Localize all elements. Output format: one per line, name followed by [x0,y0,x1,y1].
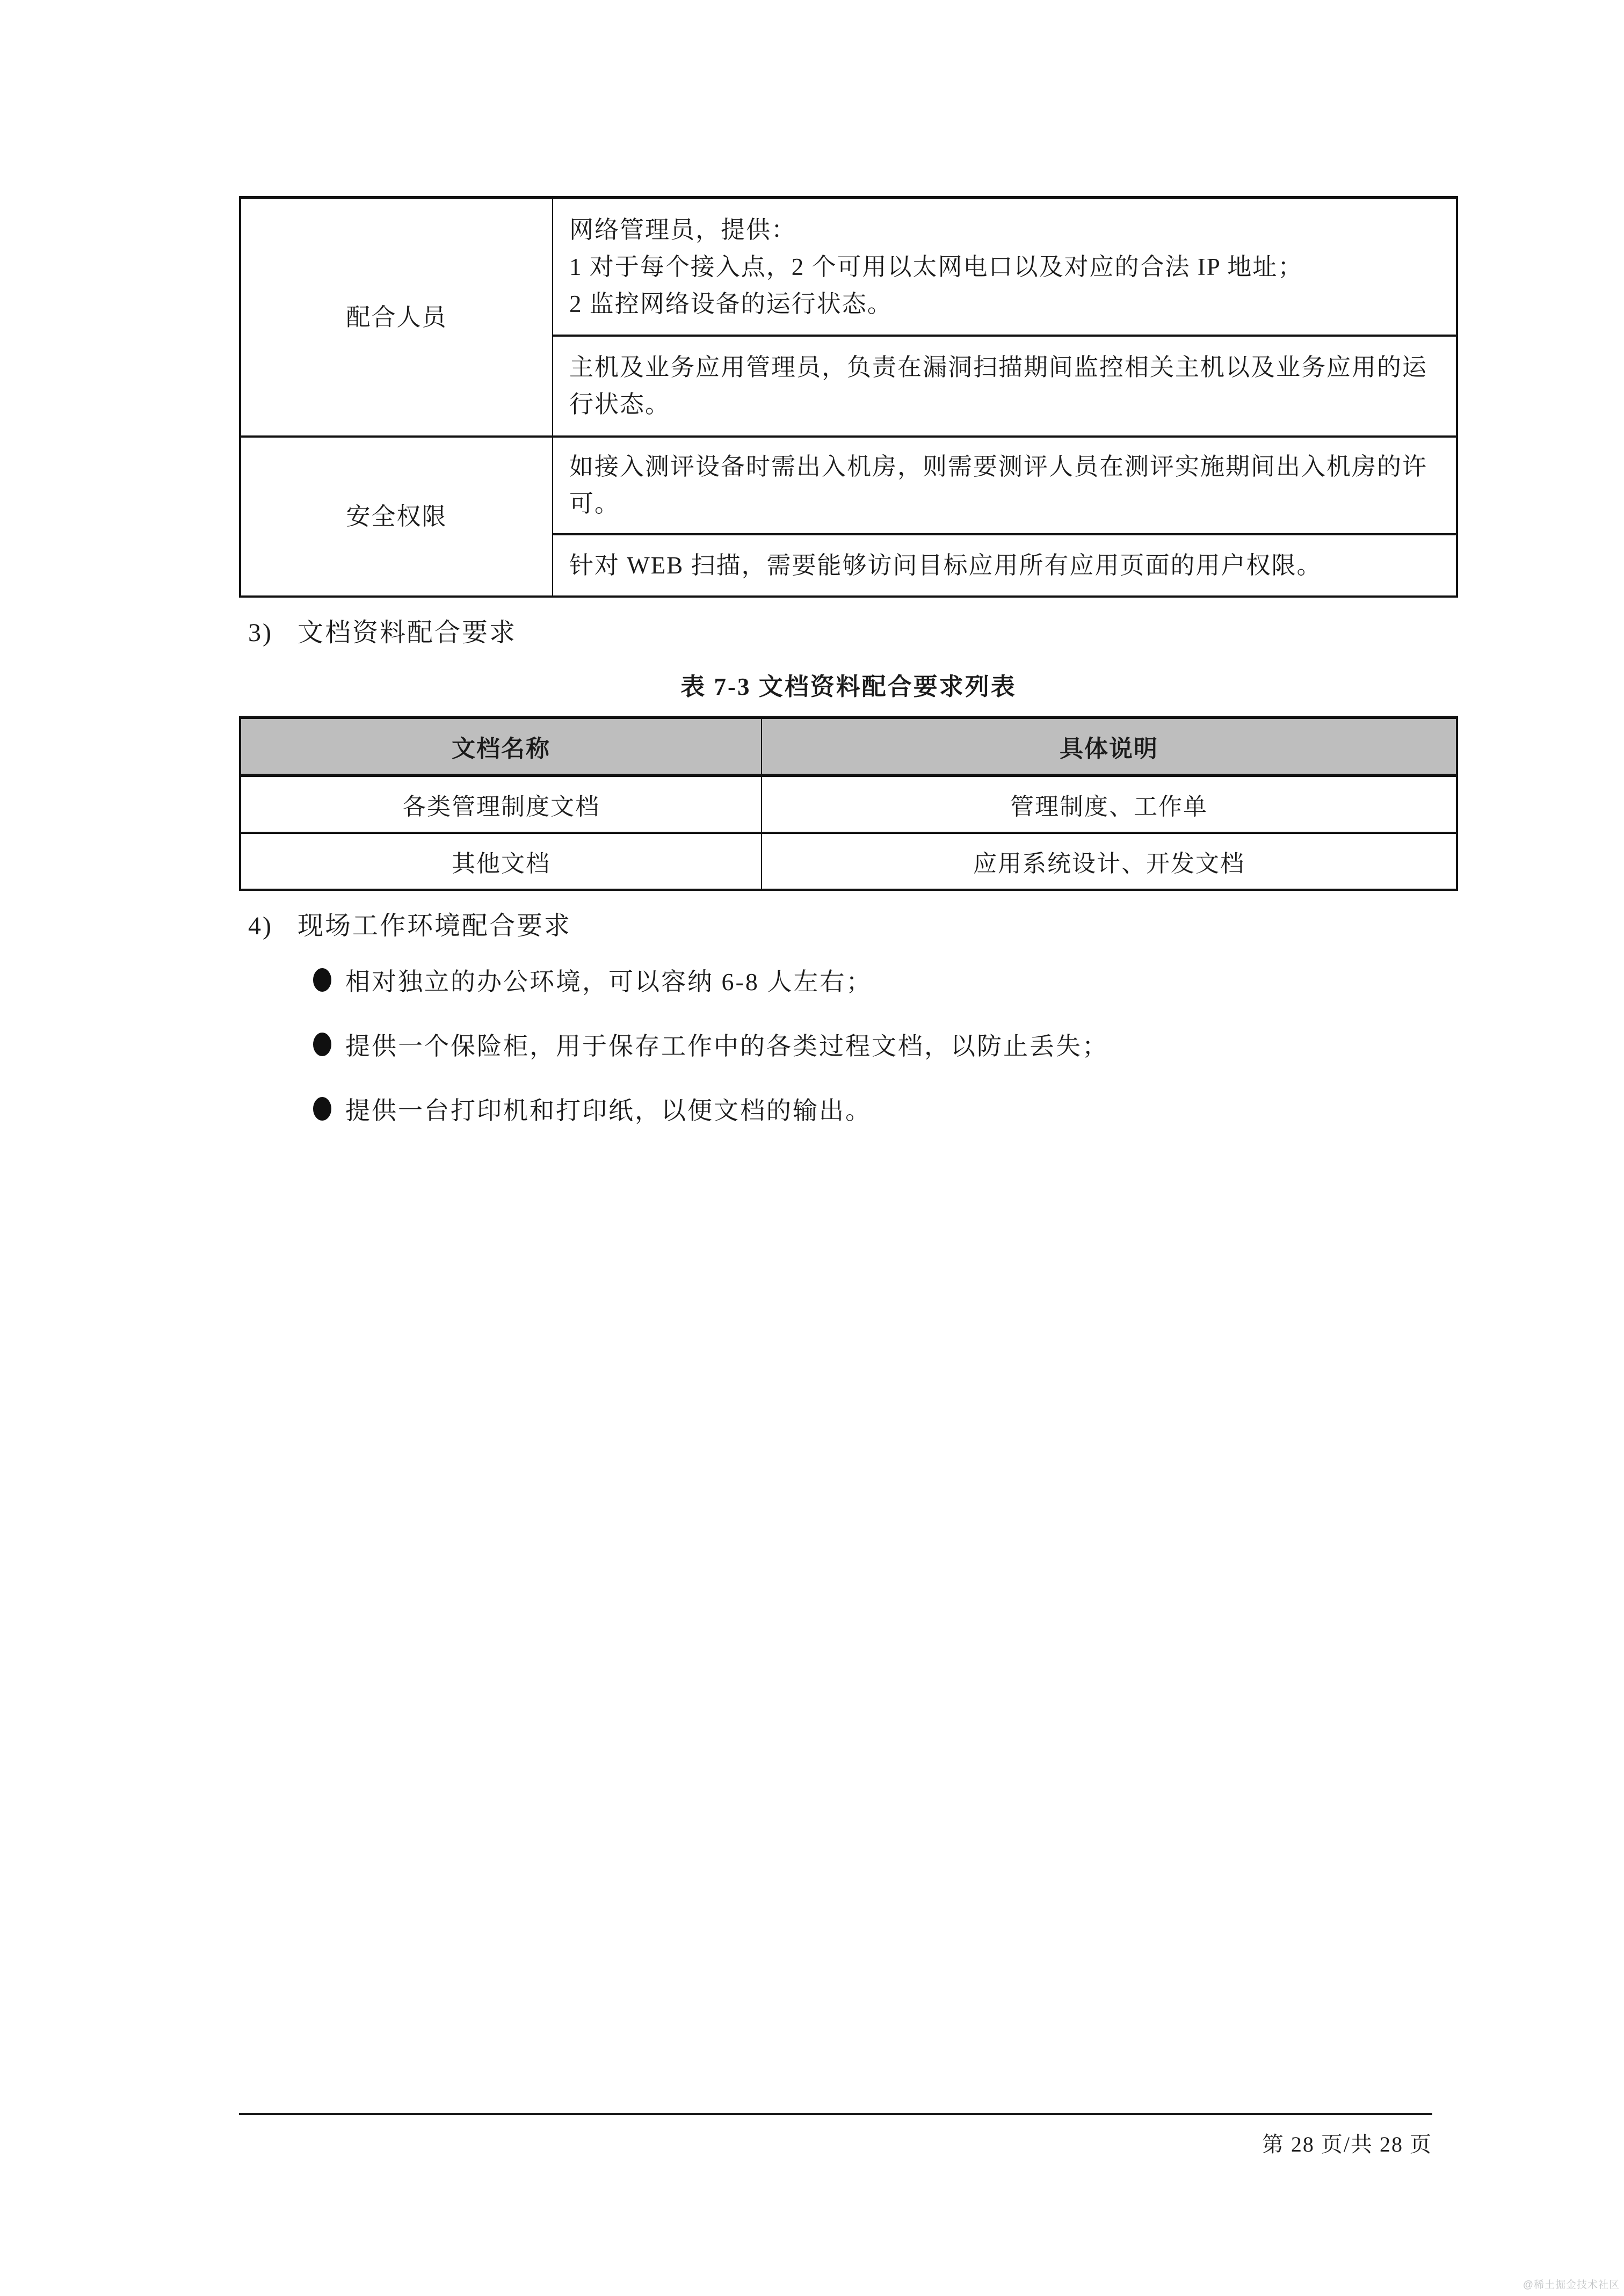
cell-line: 针对 WEB 扫描，需要能够访问目标应用所有应用页面的用户权限。 [569,551,1322,579]
list-item-text: 提供一个保险柜，用于保存工作中的各类过程文档，以防止丢失； [345,1033,1108,1060]
section-4-heading [239,905,1458,942]
category-cell: 安全权限 [240,437,553,597]
list-item [313,961,1458,999]
document-list-table [239,716,1458,891]
table-header-row [240,717,1457,775]
personnel-permissions-table [239,196,1458,598]
doc-name-cell: 其他文档 [240,833,762,890]
cell-line: 如接入测评设备时需出入机房，则需要测评人员在测评实施期间出入机房的许可。 [569,453,1428,517]
cell-line: 主机及业务应用管理员，负责在漏洞扫描期间监控相关主机以及业务应用的运行状态。 [569,354,1428,418]
list-item [313,1026,1458,1063]
list-item-text: 相对独立的办公环境，可以容纳 6-8 人左右； [345,968,873,996]
environment-requirements-list [239,961,1458,1128]
section-number: 4) [248,912,273,940]
list-item [313,1090,1458,1128]
watermark: @稀土掘金技术社区 [1523,2279,1620,2291]
cell-line: 1 对于每个接入点，2 个可用以太网电口以及对应的合法 IP 地址； [569,253,1303,280]
section-3-heading [239,612,1458,649]
bullet-icon [313,968,331,992]
bullet-icon [313,1033,331,1056]
section-title: 文档资料配合要求 [297,619,517,647]
detail-cell [553,336,1457,437]
doc-description-cell: 管理制度、工作单 [762,775,1457,833]
table-7-3-caption: 表 7-3 文档资料配合要求列表 [680,673,1017,700]
section-number: 3) [248,619,273,647]
doc-name-cell: 各类管理制度文档 [240,775,762,833]
detail-cell [553,437,1457,534]
page-content [239,196,1458,1154]
category-cell: 配合人员 [240,198,553,437]
doc-description-cell: 应用系统设计、开发文档 [762,833,1457,890]
cell-line: 网络管理员，提供： [569,216,797,243]
column-header-description: 具体说明 [762,717,1457,775]
table-row [240,775,1457,833]
detail-cell [553,198,1457,336]
bullet-icon [313,1097,331,1121]
detail-cell [553,534,1457,597]
section-title: 现场工作环境配合要求 [297,912,571,940]
list-item-text: 提供一台打印机和打印纸，以便文档的输出。 [345,1097,872,1124]
column-header-doc-name: 文档名称 [240,717,762,775]
table-row [240,198,1457,336]
table-row [240,833,1457,890]
cell-line: 2 监控网络设备的运行状态。 [569,290,893,317]
page-number: 第 28 页/共 28 页 [1262,2132,1432,2156]
footer-divider [239,2113,1432,2115]
table-row [240,437,1457,534]
